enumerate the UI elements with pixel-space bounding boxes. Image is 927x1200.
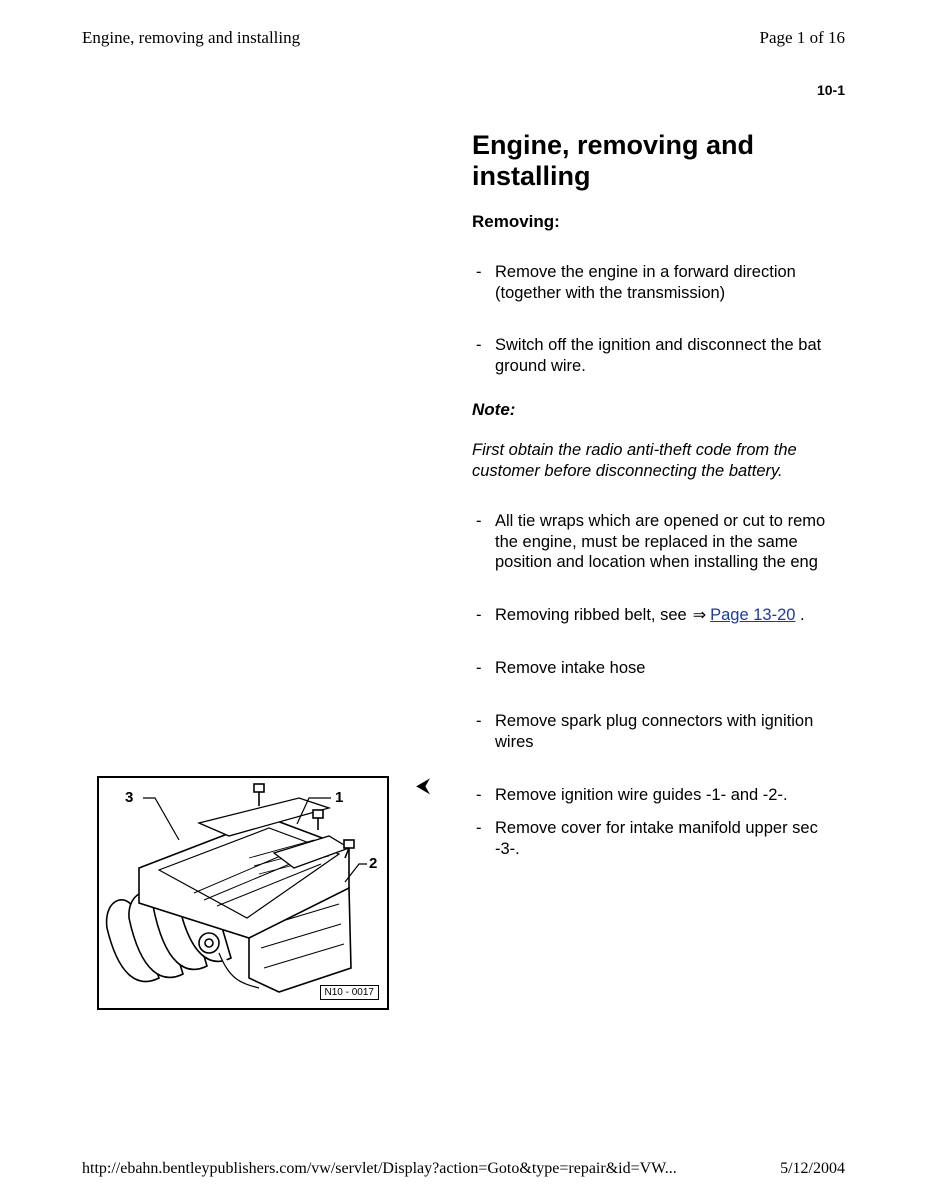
engine-illustration [99, 778, 387, 1008]
header-title: Engine, removing and installing [82, 28, 301, 47]
header-page-number: Page 1 of 16 [759, 28, 845, 47]
figure-code: N10 - 0017 [320, 985, 379, 1000]
page-13-20-link[interactable]: Page 13-20 [710, 606, 796, 624]
page-id: 10-1 [816, 82, 845, 98]
step-ribbed-belt: - Removing ribbed belt, see ⇒ Page 13-20 . [476, 606, 805, 624]
footer-date: 5/12/2004 [780, 1160, 845, 1177]
step-wire-guides: - Remove ignition wire guides -1- and -2-. [476, 786, 788, 804]
step-spark-plug: - Remove spark plug connectors with ignition wires [476, 712, 814, 751]
note-heading: Note: [472, 400, 516, 419]
step-intake-hose: - Remove intake hose [476, 659, 646, 677]
engine-diagram [97, 776, 389, 1010]
arrow-right-icon: ⇒ [692, 607, 707, 624]
footer-url: http://ebahn.bentleypublishers.com/vw/servlet/Display?action=Goto&type=repair&id=VW... [82, 1160, 677, 1177]
callout-3: 3 [125, 789, 134, 806]
step-manifold-cover: - Remove cover for intake manifold upper sec -3-. [476, 819, 818, 858]
step-disconnect-battery: - Switch off the ignition and disconnect the bat ground wire. [476, 336, 822, 375]
page-title: Engine, removing and installing [472, 130, 755, 191]
callout-2: 2 [369, 855, 378, 872]
section-heading: Removing: [472, 212, 560, 231]
step-tie-wraps: - All tie wraps which are opened or cut to remo the engine, must be replaced in the same position and location when installing the eng [476, 512, 826, 571]
step-remove-engine: - Remove the engine in a forward direction (together with the transmission) [476, 263, 796, 302]
callout-1: 1 [335, 789, 344, 806]
figure-pointer-icon: ⮜ [416, 775, 431, 797]
note-text: First obtain the radio anti-theft code from the customer before disconnecting the battery. [472, 441, 797, 480]
